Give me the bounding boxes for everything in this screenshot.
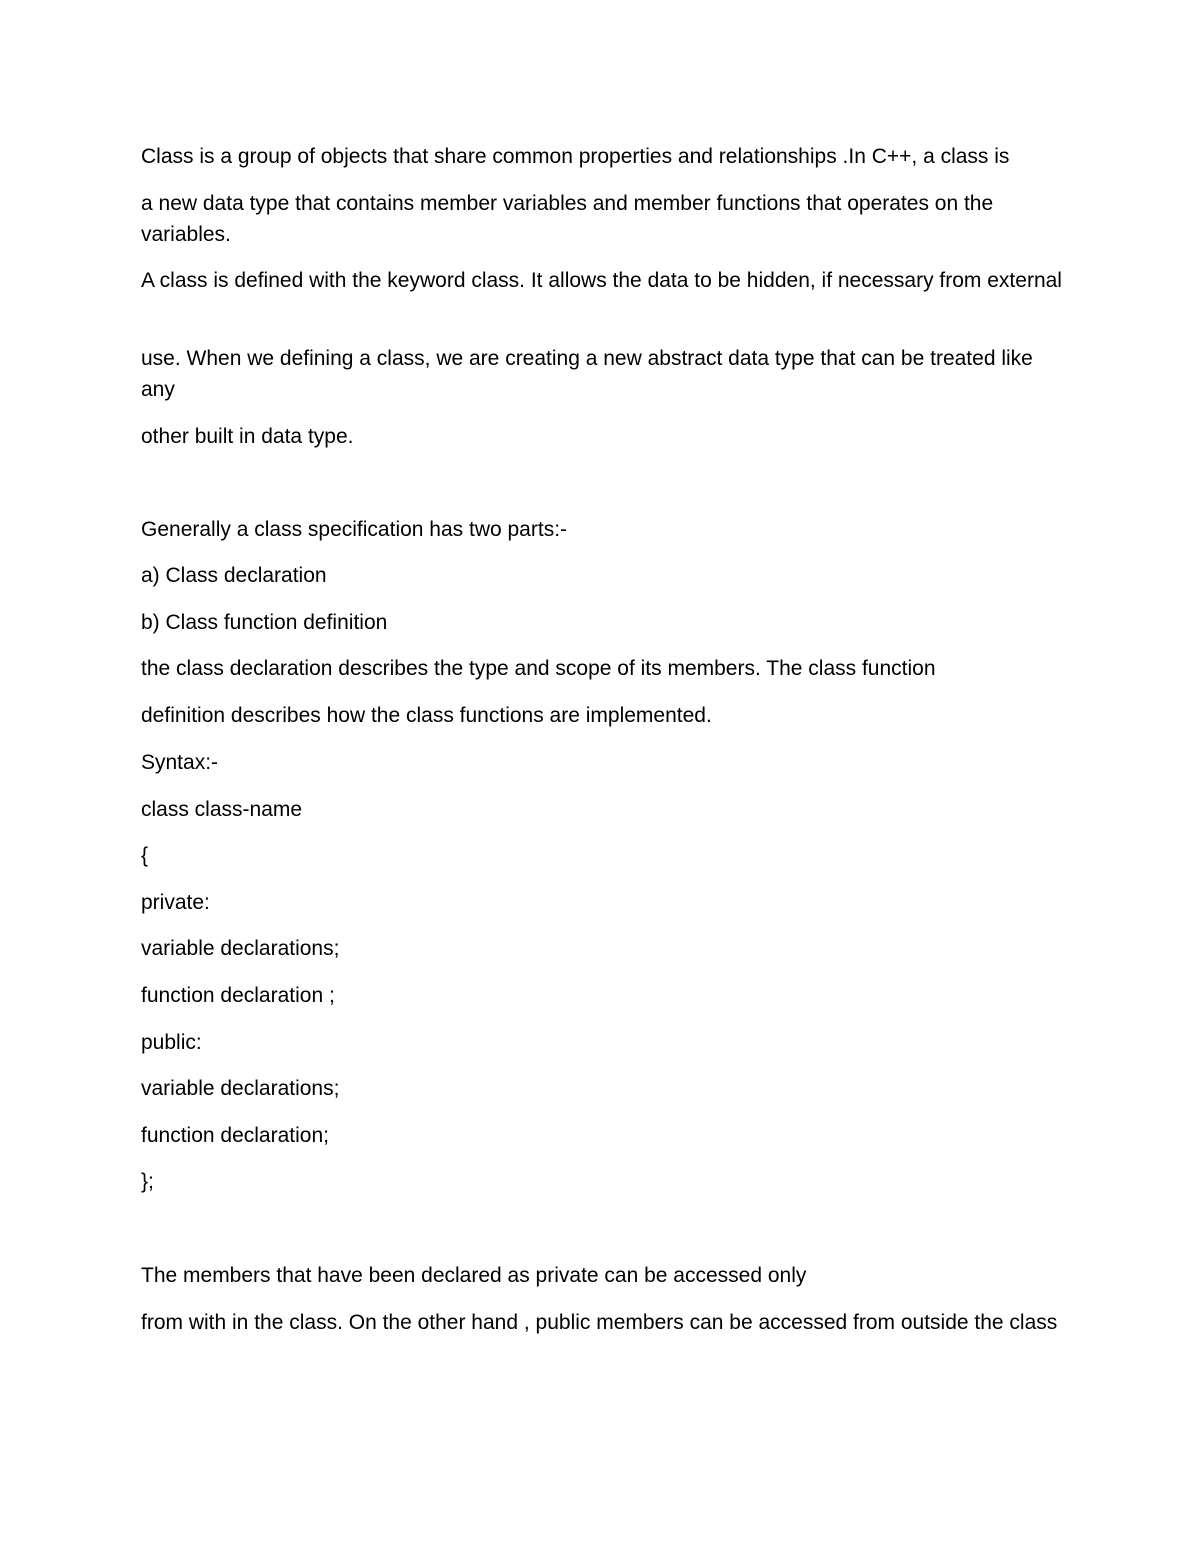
paragraph: A class is defined with the keyword class. It allows the data to be hidden, if necessary from external <box>141 269 1062 292</box>
code-line: public: <box>141 1031 202 1054</box>
code-line: }; <box>141 1170 154 1193</box>
paragraph: from with in the class. On the other hand , public members can be accessed from outside the class <box>141 1311 1058 1334</box>
syntax-heading: Syntax:- <box>141 751 219 774</box>
code-line: variable declarations; <box>141 937 340 960</box>
code-line: class class-name <box>141 798 303 821</box>
paragraph: Generally a class specification has two parts:- <box>141 518 568 541</box>
paragraph: a new data type that contains member variables and member functions that operates on the variables. <box>141 192 994 246</box>
list-item: a) Class declaration <box>141 564 327 587</box>
code-line: function declaration ; <box>141 984 335 1007</box>
paragraph: Class is a group of objects that share common properties and relationships .In C++, a class is <box>141 145 1010 168</box>
paragraph: The members that have been declared as private can be accessed only <box>141 1264 807 1287</box>
code-line: variable declarations; <box>141 1077 340 1100</box>
code-line: { <box>141 844 149 867</box>
paragraph: the class declaration describes the type and scope of its members. The class function <box>141 657 936 680</box>
code-line: private: <box>141 891 210 914</box>
code-line: function declaration; <box>141 1124 329 1147</box>
paragraph: definition describes how the class functions are implemented. <box>141 704 712 727</box>
list-item: b) Class function definition <box>141 611 388 634</box>
paragraph: other built in data type. <box>141 425 354 448</box>
paragraph: use. When we defining a class, we are creating a new abstract data type that can be treated like any <box>141 347 1033 401</box>
